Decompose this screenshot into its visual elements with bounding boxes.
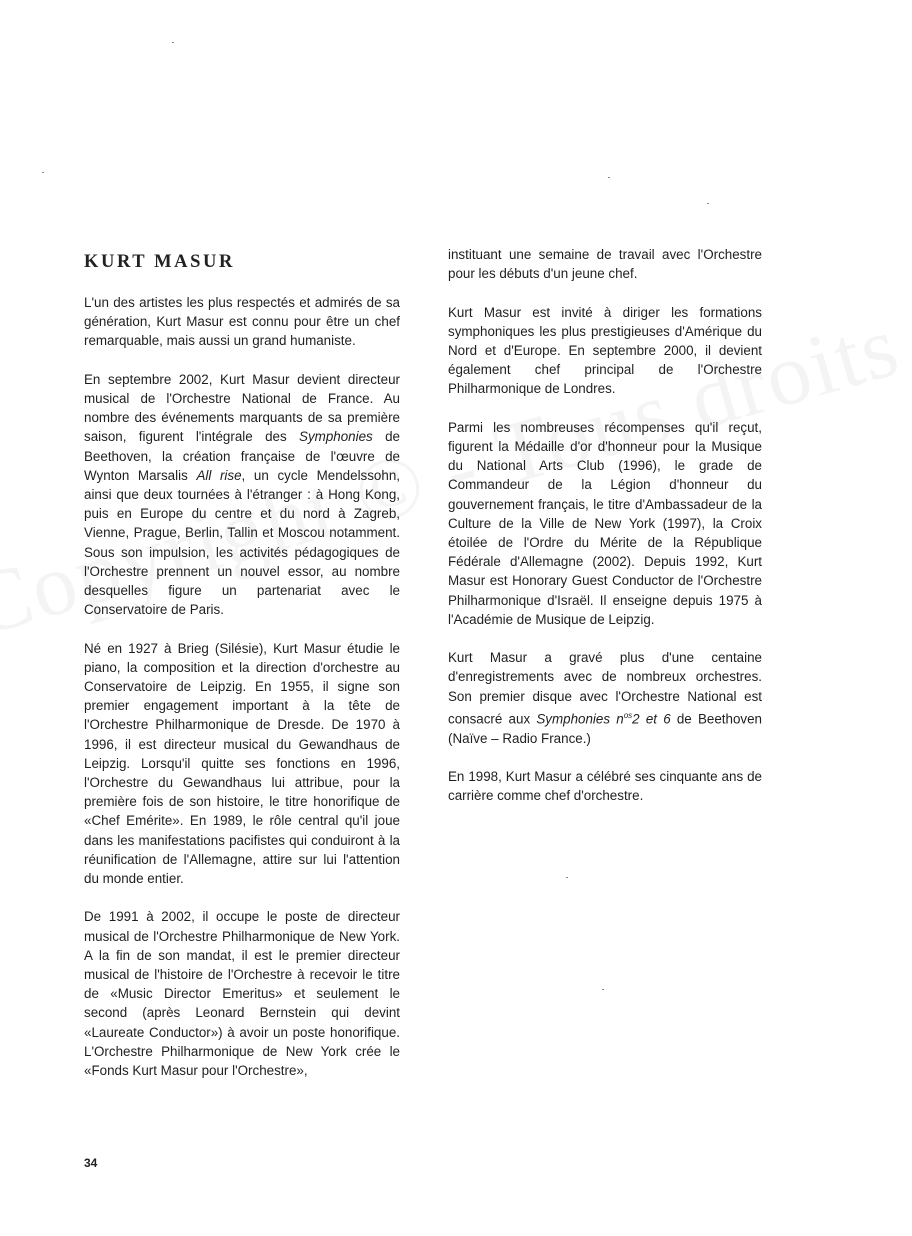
paragraph-continuation: instituant une semaine de travail avec l'Orchestre pour les débuts d'un jeune chef. xyxy=(448,247,762,282)
italic-title: Symphonies n xyxy=(536,711,624,727)
text-run: En septembre 2002, Kurt Masur devient directeur musical de l'Orchestre National de France. Au nombre des événements marquants de sa première saison, figurent l'intégrale des xyxy=(84,371,400,445)
page-number: 34 xyxy=(84,1156,98,1170)
superscript: os xyxy=(623,710,633,720)
italic-title: 2 et 6 xyxy=(632,711,671,727)
scan-speck xyxy=(566,877,568,878)
text-run: Kurt Masur a gravé plus d'une centaine d'enregistrements avec de nombreux orchestres. Son premier disque avec l'Orchestre National est consacré aux xyxy=(448,650,762,727)
paragraph-guest-conducting: Kurt Masur est invité à diriger les formations symphoniques les plus prestigieuses d'Amérique du Nord et d'Europe. En septembre 2000, il devient également chef principal de l'Orchestre Philharmonique de Londres. xyxy=(448,304,762,397)
right-column xyxy=(448,245,762,824)
paragraph-intro: L'un des artistes les plus respectés et admirés de sa génération, Kurt Masur est connu pour être un chef remarquable, mais aussi un grand humaniste. xyxy=(84,295,400,349)
paragraph-biography: Né en 1927 à Brieg (Silésie), Kurt Masur étudie le piano, la composition et la direction d'orchestre au Conservatoire de Leipzig. En 1955, il signe son premier engagement important à la tête de l'Orchestre Philharmonique de Dresde. De 1970 à 1996, il est directeur musical du Gewandhaus de Leipzig. Lorsqu'il quitte ses fonctions en 1996, l'Orchestre du Gewandhaus lui attribue, pour la première fois de son histoire, le titre honorifique de «Chef Emérite». En 1989, le rôle central qu'il joue dans les manifestations pacifistes qui conduiront à la réunification de l'Allemagne, attire sur lui l'attention du monde entier. xyxy=(84,640,400,887)
page-title: KURT MASUR xyxy=(84,252,235,272)
italic-title: Symphonies xyxy=(299,429,373,445)
italic-title: All rise xyxy=(196,467,242,483)
left-column xyxy=(84,293,400,1099)
scan-speck xyxy=(42,172,44,173)
scan-speck xyxy=(172,42,174,43)
paragraph-career: En 1998, Kurt Masur a célébré ses cinquante ans de carrière comme chef d'orchestre. xyxy=(448,768,762,804)
paragraph-recordings xyxy=(448,648,762,747)
paragraph-onf xyxy=(84,370,400,620)
text-run: de Beethoven (Naïve – Radio France.) xyxy=(448,711,762,746)
paragraph-new-york: De 1991 à 2002, il occupe le poste de directeur musical de l'Orchestre Philharmonique de New York. A la fin de son mandat, il est le premier directeur musical de l'histoire de l'Orchestre à recevoir le titre de «Music Director Emeritus» et seulement le second (après Leonard Bernstein qui devint «Laureate Conductor») à avoir un poste honorifique. L'Orchestre Philharmonique de New York crée le «Fonds Kurt Masur pour l'Orchestre», xyxy=(84,909,400,1079)
text-run: , un cycle Mendelssohn, ainsi que deux tournées à l'étranger : à Hong Kong, puis en Europe du centre et du nord à Zagreb, Vienne, Prague, Berlin, Tallin et Moscou notamment. Sous son impulsion, les activités pédagogiques de l'Orchestre prennent un nouvel essor, au nombre desquelles figure un partenariat avec le Conservatoire de Paris. xyxy=(84,467,400,618)
scan-speck xyxy=(608,177,610,178)
paragraph-awards: Parmi les nombreuses récompenses qu'il reçut, figurent la Médaille d'or d'honneur pour la Musique du National Arts Club (1996), le grade de Commandeur de la Légion d'honneur du gouvernement français, le titre d'Ambassadeur de la Culture de la Ville de New York (1997), la Croix étoilée de l'Ordre du Mérite de la République Fédérale d'Allemagne (2002). Depuis 1992, Kurt Masur est Honorary Guest Conductor de l'Orchestre Philharmonique d'Israël. Il enseigne depuis 1975 à l'Académie de Musique de Leipzig. xyxy=(448,419,762,627)
text-run: de Beethoven, la création française de l'œuvre de Wynton Marsalis xyxy=(84,429,400,483)
scan-speck xyxy=(602,989,604,990)
scan-speck xyxy=(707,203,709,204)
